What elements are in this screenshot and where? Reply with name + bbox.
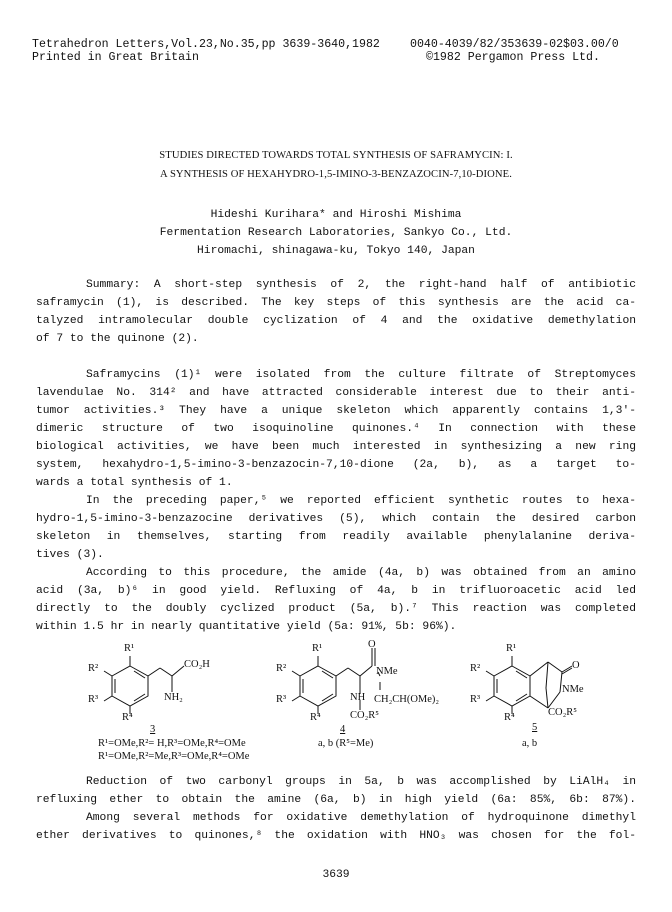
page-number: 3639 xyxy=(322,869,350,881)
c3-r4: R⁴ xyxy=(122,712,133,723)
c3-variant-a: R¹=OMe,R²= H,R³=OMe,R⁴=OMe xyxy=(98,738,246,749)
c5-nme: NMe xyxy=(562,684,584,695)
summary-line: saframycin (1), is described. The key steps of this synthesis are the acid ca- xyxy=(36,297,636,309)
para1-line: system, hexahydro-1,5-imino-3-benzazocin-7,10-dione (2a, b), as a target to- xyxy=(36,459,636,471)
c3-variant-b: R¹=OMe,R²=Me,R³=OMe,R⁴=OMe xyxy=(98,751,250,762)
para5-line: Among several methods for oxidative demethylation of hydroquinone dimethyl xyxy=(86,812,636,824)
c5-caption: a, b xyxy=(522,738,538,749)
c3-amine: NH₂ xyxy=(164,692,183,703)
summary-line: talyzed intramolecular double cyclization of 4 and the oxidative demethylation xyxy=(36,315,636,327)
compound-3-number: 3 xyxy=(150,724,156,735)
c4-nme: NMe xyxy=(376,666,398,677)
c4-r1: R¹ xyxy=(312,643,323,654)
compound4-structure xyxy=(292,648,380,714)
para5-line: ether derivatives to quinones,⁸ the oxidation with HNO₃ was chosen for the fol- xyxy=(36,830,636,842)
compound-4-number: 4 xyxy=(340,724,346,735)
c5-carbonyl-oxygen: O xyxy=(572,660,580,671)
c5-r3: R³ xyxy=(470,694,481,705)
compound-5-number: 5 xyxy=(532,722,538,733)
author-address: Hiromachi, shinagawa-ku, Tokyo 140, Japan xyxy=(197,245,475,257)
para1-line: biological activities, we have been much interested in synthesizing a new ring xyxy=(36,441,636,453)
journal-citation: Tetrahedron Letters,Vol.23,No.35,pp 3639-3640,1982 xyxy=(32,38,380,51)
para3-line: According to this procedure, the amide (4a, b) was obtained from an amino xyxy=(86,567,636,579)
printed-in: Printed in Great Britain xyxy=(32,51,199,64)
c5-ester: CO₂R⁵ xyxy=(548,707,577,718)
para2-line: hydro-1,5-imino-3-benzazocine derivatives (5), which contain the desired carbon xyxy=(36,513,636,525)
c3-r3: R³ xyxy=(88,694,99,705)
summary-line: Summary: A short-step synthesis of 2, the right-hand half of antibiotic xyxy=(86,279,636,291)
c5-r1: R¹ xyxy=(506,643,517,654)
para3-line: directly to the doubly cyclized product (5a, b).⁷ This reaction was completed xyxy=(36,603,636,615)
c3-r2: R² xyxy=(88,663,99,674)
c4-acetal: CH₂CH(OMe)₂ xyxy=(374,694,440,705)
c4-nh: NH xyxy=(350,692,366,703)
c4-r2: R² xyxy=(276,663,287,674)
copyright: ©1982 Pergamon Press Ltd. xyxy=(426,51,600,64)
author-affiliation: Fermentation Research Laboratories, Sankyo Co., Ltd. xyxy=(159,227,513,239)
compound3-structure xyxy=(104,656,184,714)
para3-line: within 1.5 hr in nearly quantitative yield (5a: 91%, 5b: 96%). xyxy=(36,621,457,633)
para1-line: Saframycins (1)¹ were isolated from the culture filtrate of Streptomyces xyxy=(86,369,636,381)
c4-ester: CO₂R⁵ xyxy=(350,710,379,721)
title-line-1: STUDIES DIRECTED TOWARDS TOTAL SYNTHESIS OF SAFRAMYCIN: I. xyxy=(159,150,513,161)
c4-caption: a, b (R⁵=Me) xyxy=(318,738,374,749)
para1-line: lavendulae No. 314² and have attracted considerable interest due to their anti- xyxy=(36,387,636,399)
c3-r1: R¹ xyxy=(124,643,135,654)
para1-line: tumor activities.³ They have a unique skeleton which apparently contains 1,3'- xyxy=(36,405,636,417)
c3-carboxylic-acid: CO₂H xyxy=(184,659,210,670)
para2-line: In the preceding paper,⁵ we reported efficient synthetic routes to hexa- xyxy=(86,495,636,507)
para3-line: acid (3a, b)⁶ in good yield. Refluxing of 4a, b in trifluoroacetic acid led xyxy=(36,585,636,597)
c4-carbonyl-oxygen: O xyxy=(368,639,376,650)
para1-line: dimeric structure of two isoquinoline quinones.⁴ In connection with these xyxy=(36,423,636,435)
para2-line: tives (3). xyxy=(36,549,104,561)
author-names: Hideshi Kurihara* and Hiroshi Mishima xyxy=(210,209,462,221)
para4-line: refluxing ether to obtain the amine (6a, b) in high yield (6a: 85%, 6b: 87%). xyxy=(36,794,636,806)
c5-r4: R⁴ xyxy=(504,712,515,723)
para1-line: wards a total synthesis of 1. xyxy=(36,477,233,489)
c5-r2: R² xyxy=(470,663,481,674)
c4-r3: R³ xyxy=(276,694,287,705)
c4-r4: R⁴ xyxy=(310,712,321,723)
para2-line: skeleton in themselves, starting from readily available phenylalanine deriva- xyxy=(36,531,636,543)
para4-line: Reduction of two carbonyl groups in 5a, b was accomplished by LiAlH₄ in xyxy=(86,776,636,788)
compound5-structure xyxy=(486,656,572,714)
summary-line: of 7 to the quinone (2). xyxy=(36,333,199,345)
article-code: 0040-4039/82/353639-02$03.00/0 xyxy=(410,38,619,51)
title-line-2: A SYNTHESIS OF HEXAHYDRO-1,5-IMINO-3-BENZAZOCIN-7,10-DIONE. xyxy=(160,169,512,180)
